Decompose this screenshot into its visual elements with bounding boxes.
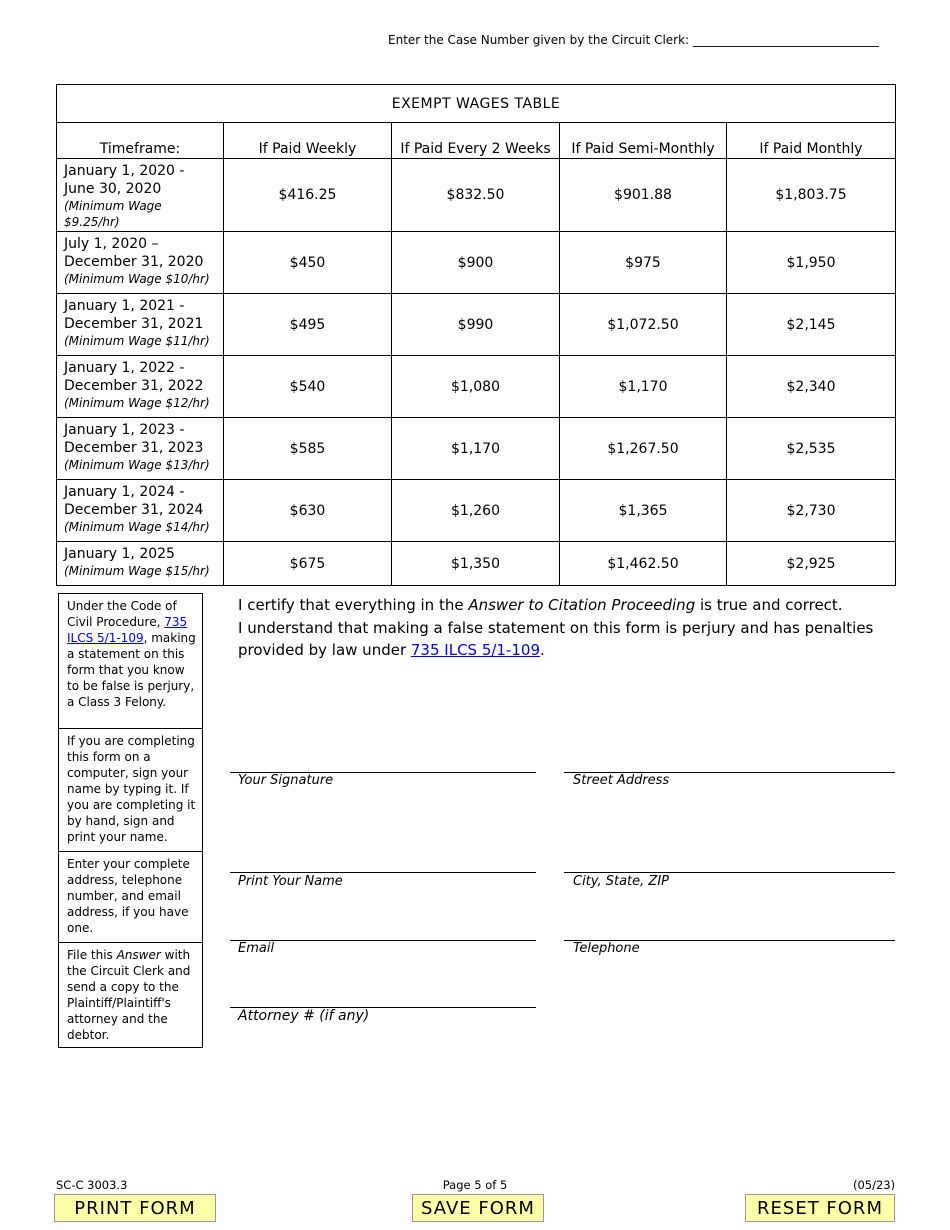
semimonthly-cell: $901.88 xyxy=(560,159,727,232)
timeframe-cell xyxy=(57,232,224,294)
minimum-wage-note: (Minimum Wage $10/hr) xyxy=(64,272,210,286)
monthly-cell: $2,730 xyxy=(727,480,896,542)
filing-instructions xyxy=(59,942,202,1047)
monthly-cell: $2,925 xyxy=(727,542,896,586)
weekly-cell: $585 xyxy=(224,418,392,480)
timeframe-dates: January 1, 2025 xyxy=(64,546,175,562)
column-header: If Paid Every 2 Weeks xyxy=(392,123,560,159)
telephone-label: Telephone xyxy=(573,941,640,956)
reset-form-button[interactable]: RESET FORM xyxy=(745,1194,895,1222)
table-row xyxy=(57,542,896,586)
instructions-box xyxy=(58,593,203,1048)
save-form-button[interactable]: SAVE FORM xyxy=(412,1194,544,1222)
exempt-wages-table xyxy=(56,84,896,586)
biweekly-cell: $990 xyxy=(392,294,560,356)
table-row xyxy=(57,356,896,418)
column-header: If Paid Monthly xyxy=(727,123,896,159)
email-label: Email xyxy=(238,941,275,956)
perjury-statute-link[interactable]: 735 ILCS 5/1-109 xyxy=(67,615,188,645)
semimonthly-cell: $1,365 xyxy=(560,480,727,542)
minimum-wage-note: (Minimum Wage $13/hr) xyxy=(64,458,210,472)
timeframe-cell xyxy=(57,159,224,232)
semimonthly-cell: $1,072.50 xyxy=(560,294,727,356)
biweekly-cell: $1,170 xyxy=(392,418,560,480)
timeframe-cell xyxy=(57,542,224,586)
monthly-cell: $2,535 xyxy=(727,418,896,480)
minimum-wage-note: (Minimum Wage $9.25/hr) xyxy=(64,199,162,229)
case-number-label: Enter the Case Number given by the Circuit Clerk: _______________________________ xyxy=(388,33,879,47)
timeframe-cell xyxy=(57,356,224,418)
certification-statement xyxy=(238,594,888,662)
weekly-cell: $540 xyxy=(224,356,392,418)
certify-document-name: Answer to Citation Proceeding xyxy=(468,596,696,614)
filing-answer-italic: Answer xyxy=(116,948,161,962)
print-name-label: Print Your Name xyxy=(238,874,343,889)
weekly-cell: $450 xyxy=(224,232,392,294)
table-row xyxy=(57,418,896,480)
certify-statute-link[interactable]: 735 ILCS 5/1-109 xyxy=(410,641,541,659)
monthly-cell: $2,340 xyxy=(727,356,896,418)
timeframe-dates: July 1, 2020 – December 31, 2020 xyxy=(64,236,204,270)
timeframe-cell xyxy=(57,294,224,356)
column-header: If Paid Semi-Monthly xyxy=(560,123,727,159)
attorney-number-label: Attorney # (if any) xyxy=(238,1008,370,1024)
table-row xyxy=(57,232,896,294)
print-form-button[interactable]: PRINT FORM xyxy=(54,1194,216,1222)
monthly-cell: $1,803.75 xyxy=(727,159,896,232)
timeframe-dates: January 1, 2020 - June 30, 2020 xyxy=(64,163,185,197)
minimum-wage-note: (Minimum Wage $11/hr) xyxy=(64,334,210,348)
form-code: SC-C 3003.3 xyxy=(56,1178,128,1192)
timeframe-dates: January 1, 2021 - December 31, 2021 xyxy=(64,298,204,332)
sign-instructions: If you are completing this form on a computer, sign your name by typing it. If you are completing it by hand, sign and print your name. xyxy=(59,728,202,851)
biweekly-cell: $832.50 xyxy=(392,159,560,232)
signature-label: Your Signature xyxy=(238,773,334,788)
city-state-zip-field[interactable] xyxy=(564,872,895,873)
timeframe-cell xyxy=(57,480,224,542)
semimonthly-cell: $1,170 xyxy=(560,356,727,418)
address-instructions: Enter your complete address, telephone number, and email address, if you have one. xyxy=(59,851,202,942)
perjury-note xyxy=(59,594,202,728)
email-field[interactable] xyxy=(230,940,536,941)
filing-text: File this xyxy=(67,948,117,962)
print-name-field[interactable] xyxy=(230,872,536,873)
semimonthly-cell: $975 xyxy=(560,232,727,294)
weekly-cell: $416.25 xyxy=(224,159,392,232)
form-date: (05/23) xyxy=(853,1178,896,1192)
perjury-note-text-end: , making a statement on this form that you know to be false is perjury, a Class 3 Felony. xyxy=(67,631,196,709)
minimum-wage-note: (Minimum Wage $15/hr) xyxy=(64,564,210,578)
biweekly-cell: $1,080 xyxy=(392,356,560,418)
certify-text-end: is true and correct. xyxy=(695,596,843,614)
timeframe-cell xyxy=(57,418,224,480)
biweekly-cell: $1,350 xyxy=(392,542,560,586)
weekly-cell: $675 xyxy=(224,542,392,586)
weekly-cell: $630 xyxy=(224,480,392,542)
table-header-row xyxy=(57,123,896,159)
timeframe-dates: January 1, 2022 - December 31, 2022 xyxy=(64,360,204,394)
street-address-label: Street Address xyxy=(573,773,670,788)
biweekly-cell: $900 xyxy=(392,232,560,294)
table-row xyxy=(57,159,896,232)
city-state-zip-label: City, State, ZIP xyxy=(573,874,669,889)
minimum-wage-note: (Minimum Wage $14/hr) xyxy=(64,520,210,534)
monthly-cell: $1,950 xyxy=(727,232,896,294)
page-number: Page 5 of 5 xyxy=(442,1178,508,1192)
perjury-warning-text: I understand that making a false statement on this form is perjury and has penalties provided by law under xyxy=(238,618,874,659)
table-title: EXEMPT WAGES TABLE xyxy=(57,85,896,123)
biweekly-cell: $1,260 xyxy=(392,480,560,542)
column-header: If Paid Weekly xyxy=(224,123,392,159)
table-row xyxy=(57,294,896,356)
perjury-note-text: Under the Code of Civil Procedure, xyxy=(67,599,177,629)
minimum-wage-note: (Minimum Wage $12/hr) xyxy=(64,396,210,410)
weekly-cell: $495 xyxy=(224,294,392,356)
filing-text-end: with the Circuit Clerk and send a copy to the Plaintiff/Plaintiff's attorney and the debtor. xyxy=(67,948,191,1042)
certify-text: I certify that everything in the xyxy=(238,596,469,614)
timeframe-dates: January 1, 2024 - December 31, 2024 xyxy=(64,484,204,518)
timeframe-dates: January 1, 2023 - December 31, 2023 xyxy=(64,422,204,456)
semimonthly-cell: $1,267.50 xyxy=(560,418,727,480)
table-row xyxy=(57,480,896,542)
monthly-cell: $2,145 xyxy=(727,294,896,356)
column-header: Timeframe: xyxy=(57,123,224,159)
semimonthly-cell: $1,462.50 xyxy=(560,542,727,586)
perjury-warning-end: . xyxy=(540,641,545,659)
